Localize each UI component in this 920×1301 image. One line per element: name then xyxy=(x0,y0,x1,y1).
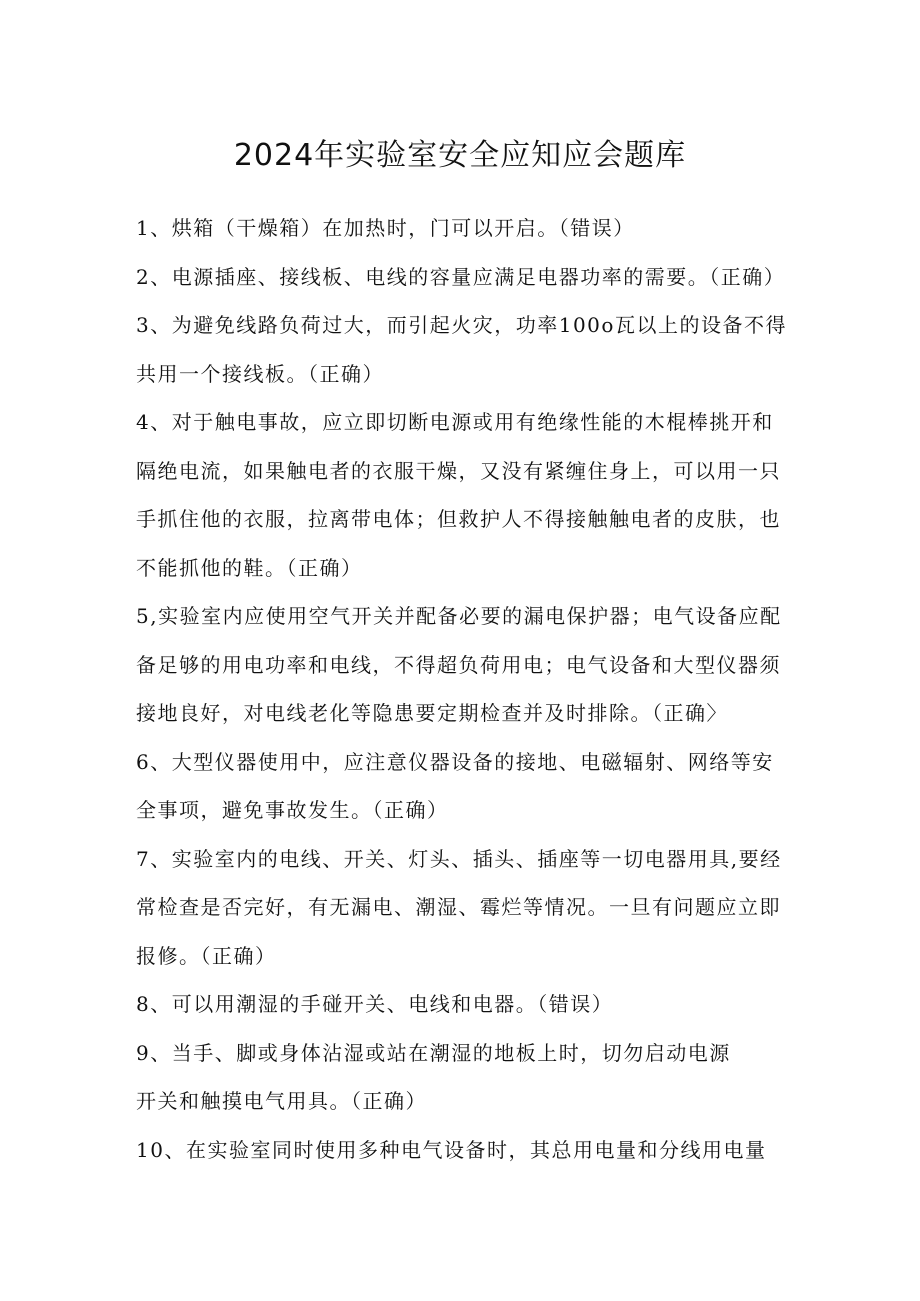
text-line: 9、当手、脚或身体沾湿或站在潮湿的地板上时，切勿启动电源 xyxy=(136,1040,731,1065)
text-line: 不能抓他的鞋。（正确） xyxy=(136,555,363,580)
text-line: 开关和触摸电气用具。（正确） xyxy=(136,1089,427,1113)
text-line: 共用一个接线板。（正确） xyxy=(136,361,384,386)
text-line: 5,实验室内应使用空气开关并配备必要的漏电保护器；电气设备应配 xyxy=(136,604,782,628)
text-line: 2、电源插座、接线板、电线的容量应满足电器功率的需要。（正确） xyxy=(136,264,786,289)
page-title: 2024年实验室安全应知应会题库 xyxy=(233,138,687,174)
text-line: 常检查是否完好，有无漏电、潮湿、霉烂等情况。一旦有问题应立即 xyxy=(136,895,781,919)
text-line: 隔绝电流，如果触电者的衣服干燥，又没有紧缠住身上，可以用一只 xyxy=(136,458,781,483)
text-line: 6、大型仪器使用中，应注意仪器设备的接地、电磁辐射、网络等安 xyxy=(136,749,774,774)
text-line: 10、在实验室同时使用多种电气设备时，其总用电量和分线用电量 xyxy=(136,1137,767,1162)
text-line: 报修。（正确） xyxy=(136,943,277,968)
text-line: 4、对于触电事故，应立即切断电源或用有绝缘性能的木棍棒挑开和 xyxy=(136,410,774,434)
text-line: 备足够的用电功率和电线，不得超负荷用电；电气设备和大型仪器须 xyxy=(136,652,781,677)
text-line: 8、可以用潮湿的手碰开关、电线和电器。（错误） xyxy=(136,992,614,1016)
text-line: 全事项，避免事故发生。（正确） xyxy=(136,798,449,822)
text-line: 手抓住他的衣服，拉离带电体；但救护人不得接触触电者的皮肤，也 xyxy=(136,507,781,531)
text-line: 1、烘箱（干燥箱）在加热时，门可以开启。（错误） xyxy=(136,216,635,240)
text-line: 3、为避免线路负荷过大，而引起火灾，功率100o瓦以上的设备不得 xyxy=(136,313,787,337)
text-line: 7、实验室内的电线、开关、灯头、插头、插座等一切电器用具,要经 xyxy=(136,846,782,871)
question-list xyxy=(136,204,796,1174)
text-line: 接地良好，对电线老化等隐患要定期检查并及时排除。（正确〉 xyxy=(136,701,728,725)
